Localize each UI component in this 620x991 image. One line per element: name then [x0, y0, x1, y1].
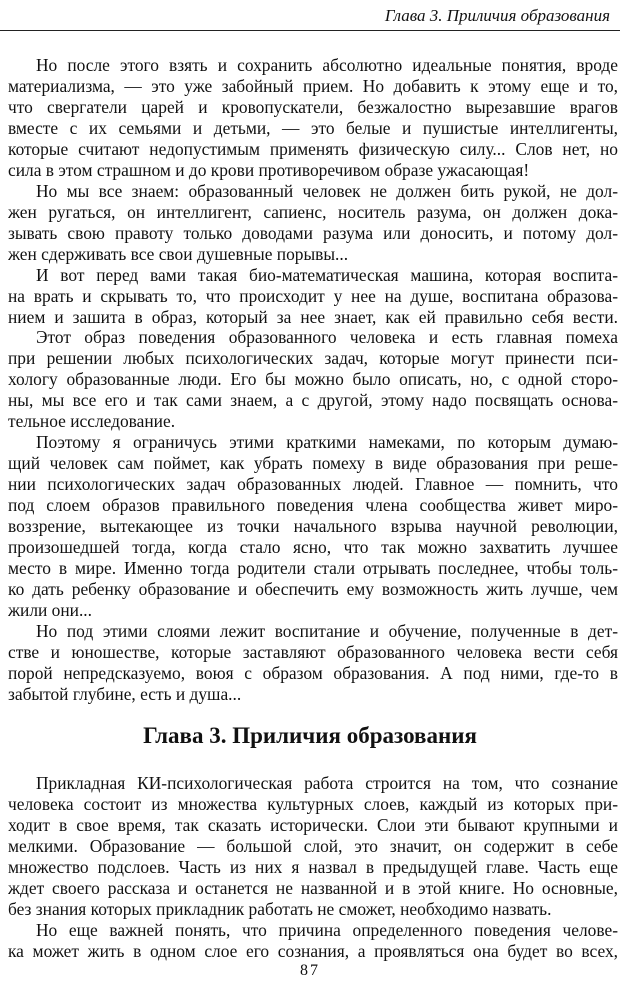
- running-header: Глава 3. Приличия образования: [384, 6, 610, 25]
- text-line: мелкими. Образование — большой слой, это значит, он содержит в себе: [8, 836, 618, 856]
- chapter-title: Глава 3. Приличия образования: [143, 723, 477, 748]
- text-line: жен сдерживать все свои душевные порывы...: [8, 244, 349, 264]
- text-line: Этот образ поведения образованного человека и есть главная помеха: [36, 327, 618, 347]
- text-line: ны, мы все его и так сами знаем, а с другой, этому надо посвящать основа-: [8, 390, 618, 410]
- text-line: Но после этого взять и сохранить абсолютно идеальные понятия, вроде: [36, 55, 618, 75]
- text-line: Прикладная КИ-психологическая работа строится на том, что сознание: [36, 773, 618, 793]
- text-line: сила в этом страшном и до крови противоречивом образе ужасающая!: [8, 160, 530, 180]
- text-line: вместе с их семьями и детьми, — это белые и пушистые интеллигенты,: [8, 118, 618, 138]
- text-line: жен ругаться, он интеллигент, сапиенс, носитель разума, он должен дока-: [8, 202, 618, 222]
- text-line: стве и юношестве, которые заставляют образованного человека вести себя: [8, 642, 618, 662]
- text-line: ка может жить в одном слое его сознания, а проявляться она будет во всех,: [8, 941, 618, 961]
- text-line: порой непредсказуемо, воюя с образом образования. А под ними, где-то в: [8, 663, 618, 683]
- text-line: тельное исследование.: [8, 411, 176, 431]
- text-line: щий человек сам поймет, как убрать помеху в виде образования при реше-: [8, 453, 618, 473]
- text-line: Но мы все знаем: образованный человек не должен бить рукой, не дол-: [36, 181, 618, 201]
- text-line: ко дать ребенку образование и обеспечить ему возможность жить лучше, чем: [8, 579, 618, 599]
- text-line: Но под этими слоями лежит воспитание и обучение, полученные в дет-: [36, 621, 618, 641]
- text-line: человека состоит из множества культурных слоев, каждый из которых при-: [8, 794, 618, 814]
- text-line: воззрение, вытекающее из точки начального взрыва научной революции,: [8, 516, 618, 536]
- text-line: место в мире. Именно тогда родители стали отрывать последнее, чтобы толь-: [8, 558, 618, 578]
- text-line: ждет своего рассказа и останется не названной и в этой книге. Но основные,: [8, 878, 618, 898]
- text-line: множество подслоев. Часть из них я назвал в предыдущей главе. Часть еще: [8, 857, 618, 877]
- text-line: на врать и скрывать то, что происходит у нее на душе, воспитана образова-: [8, 286, 618, 306]
- text-line: что свергатели царей и кровопускатели, безжалостно вырезавшие врагов: [8, 97, 618, 117]
- text-line: при решении любых психологических задач, которые могут принести пси-: [8, 348, 618, 368]
- text-line: произошедшей тогда, когда стало ясно, что так можно захватить лучшее: [8, 537, 618, 557]
- header-rule: [0, 30, 620, 31]
- text-line: ходит в свое время, так сказать исторически. Слои эти бывают крупными и: [8, 815, 618, 835]
- text-block-3: [8, 773, 618, 962]
- text-line: нием и зашита в образ, который за нее знает, как ей правильно себя вести.: [8, 307, 618, 327]
- text-line: материализма, — это уже забойный прием. Но добавить к этому еще и то,: [8, 76, 618, 96]
- text-line: под слоем образов правильного поведения члена сообщества живет миро-: [8, 495, 618, 515]
- text-line: жили они...: [8, 600, 93, 620]
- text-line: нии психологических задач образованных людей. Главное — помнить, что: [8, 474, 618, 494]
- text-line: Поэтому я ограничусь этими краткими намеками, по которым думаю-: [36, 432, 618, 452]
- text-line: которые считают недопустимым применять физическую силу... Слов нет, но: [8, 139, 618, 159]
- text-line: хологу образованные люди. Его бы можно было описать, но, с одной сторо-: [8, 369, 618, 389]
- page-number: 87: [300, 962, 320, 979]
- text-block-1: [8, 55, 618, 328]
- text-line: зывать свою правоту только доводами разума или доносить, и потому дол-: [8, 223, 618, 243]
- text-line: Но еще важней понять, что причина определенного поведения челове-: [36, 920, 618, 940]
- text-line: забытой глубине, есть и душа...: [8, 684, 242, 704]
- text-line: И вот перед вами такая био-математическая машина, которая воспита-: [36, 265, 618, 285]
- text-block-2: [8, 327, 618, 705]
- text-line: без знания которых прикладник работать не сможет, необходимо назвать.: [8, 899, 552, 919]
